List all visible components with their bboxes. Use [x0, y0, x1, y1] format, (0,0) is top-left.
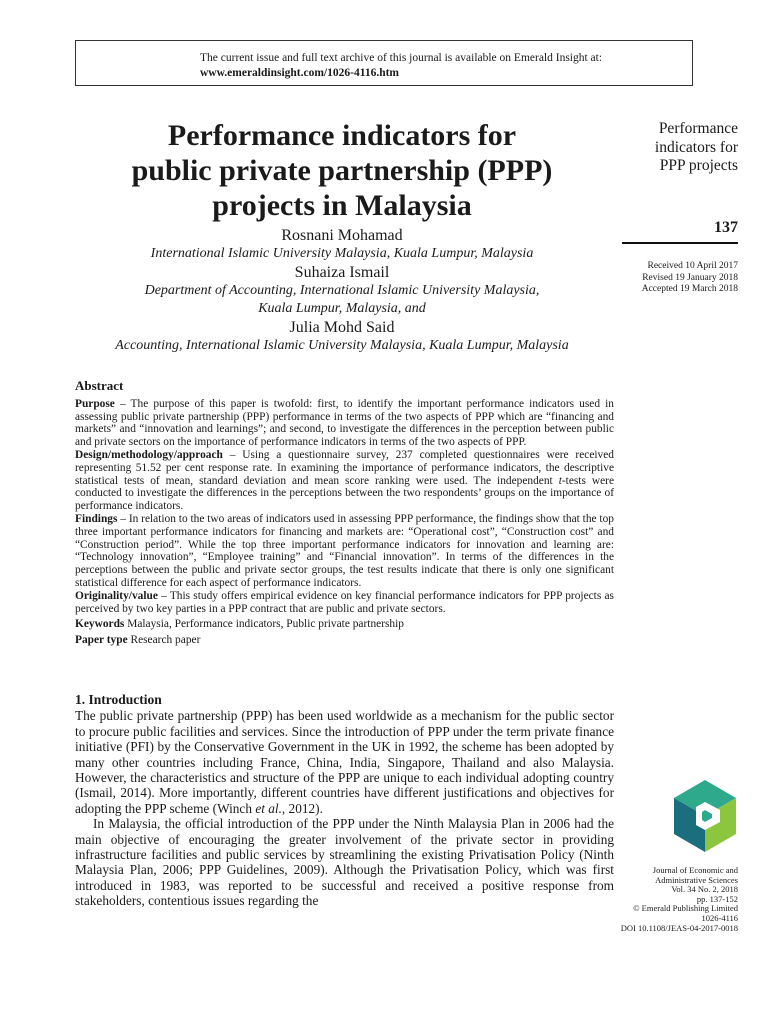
sidebar-rule	[622, 242, 738, 244]
originality-text: – This study offers empirical evidence on key financial performance indicators for PPP projects as perceived by two key parties in a PPP contract that are public and private sectors.	[75, 589, 614, 615]
page-number: 137	[714, 219, 738, 236]
running-title-line: indicators for	[654, 138, 738, 156]
journal-info	[620, 866, 738, 933]
journal-name: Journal of Economic and	[652, 865, 738, 875]
received-date: Received 10 April 2017	[647, 261, 738, 271]
author-affiliation: Department of Accounting, International Islamic University Malaysia,	[144, 283, 540, 298]
running-title-line: Performance	[658, 120, 738, 137]
intro-paragraph-1	[75, 708, 614, 816]
running-title-line: PPP projects	[659, 157, 738, 174]
abstract-heading: Abstract	[75, 378, 124, 393]
author-affiliation: International Islamic University Malaysia, Kuala Lumpur, Malaysia	[150, 246, 534, 261]
running-title	[622, 120, 738, 176]
findings-text: – In relation to the two areas of indicators used in assessing PPP performance, the findings show that the top three important performance indicators for financing and markets are: “Operational cost”, “Construction cost” and “Construction period”. While the top three important performance indicators for innovation and learning are: “Technology innovation”, “Employee training” and “Financial innovation”. In terms of the differences in the perceptions between the public and private sector groups, the test results indicate that there is only one significant statistical difference for each aspect of performance indicators.	[75, 512, 614, 589]
introduction-heading: 1. Introduction	[75, 692, 162, 707]
paper-title	[72, 118, 612, 223]
keywords-label: Keywords	[75, 618, 125, 631]
introduction-section	[75, 692, 614, 909]
keywords-text: Malaysia, Performance indicators, Public private partnership	[124, 618, 404, 631]
journal-url-link[interactable]: www.emeraldinsight.com/1026-4116.htm	[200, 67, 400, 79]
intro-text: The public private partnership (PPP) has been used worldwide as a mechanism for the public sector to procure public facilities and services. Since the introduction of PPP under the term private finance initiative (PFI) by the Conservative Government in the UK in 1992, the scheme has been adopted by many other countries including France, China, India, Singapore, Thailand and also Malaysia. However, the characteristics and structure of the PPP are unique to each individual adopting country (Ismail, 2014). More importantly, different countries have different justifications and objectives for adopting the PPP scheme (Winch	[75, 708, 614, 816]
paper-type	[75, 634, 614, 647]
title-line-2: public private partnership (PPP)	[131, 154, 553, 187]
author-name: Suhaiza Ismail	[294, 264, 390, 281]
author-affiliation: Accounting, International Islamic University Malaysia, Kuala Lumpur, Malaysia	[115, 338, 569, 353]
author-name: Rosnani Mohamad	[281, 227, 403, 244]
journal-doi: DOI 10.1108/JEAS-04-2017-0018	[620, 922, 738, 933]
journal-name: Administrative Sciences	[655, 874, 738, 885]
paper-type-text: Research paper	[127, 634, 201, 647]
journal-issn: 1026-4116	[701, 912, 738, 923]
accepted-date: Accepted 19 March 2018	[641, 284, 738, 294]
emerald-publishing-logo-icon	[674, 780, 736, 852]
journal-pages: pp. 137-152	[696, 893, 738, 904]
design-label: Design/methodology/approach	[75, 448, 223, 461]
intro-paragraph-2: In Malaysia, the official introduction of the PPP under the Ninth Malaysia Plan in 2006 had the main objective of encouraging the greater involvement of the private sector in providing infrastructure facilities and public services by streamlining the existing Privatisation Policy (Ninth Malaysia Plan, 2006; PPP Guidelines, 2009). Although the Privatisation Policy, which was first introduced in 1983, was reported to be successful and received a positive response from stakeholders, contentious issues regarding the	[75, 816, 614, 909]
abstract-section	[75, 380, 614, 647]
purpose-label: Purpose	[75, 397, 115, 410]
findings-label: Findings	[75, 512, 118, 525]
abstract-originality	[75, 590, 614, 616]
design-text-italic: t	[558, 474, 562, 487]
title-line-3: projects in Malaysia	[212, 189, 472, 222]
abstract-findings	[75, 513, 614, 590]
keywords	[75, 618, 614, 631]
paper-type-label: Paper type	[75, 634, 128, 647]
author-list	[72, 226, 612, 355]
originality-label: Originality/value	[75, 589, 158, 602]
design-text: – Using a questionnaire survey, 237 completed questionnaires were received representing 51.52 per cent response rate. In examining the importance of performance indicators, the descriptive statistical tests of mean, standard deviation and mean score ranking were used. The independent	[75, 448, 614, 487]
purpose-text: – The purpose of this paper is twofold: first, to identify the important performance indicators used in assessing public private partnership (PPP) performance in terms of the two aspects of PPP which are “financing and markets” and “innovation and learnings”; and second, to investigate the differences in the perception between public and private sectors on the importance of performance indicators in terms of the two aspects of PPP.	[75, 397, 614, 449]
notice-text: The current issue and full text archive of this journal is available on Emerald Insight at:	[200, 52, 603, 64]
design-text: -tests were conducted to investigate the differences in the perceptions between the two respondents’ groups on the importance of performance indicators.	[75, 474, 614, 513]
author-affiliation: Kuala Lumpur, Malaysia, and	[258, 301, 426, 316]
journal-availability-notice	[75, 40, 693, 86]
journal-volume: Vol. 34 No. 2, 2018	[671, 884, 738, 895]
submission-dates	[600, 261, 738, 296]
abstract-purpose	[75, 398, 614, 449]
journal-copyright: © Emerald Publishing Limited	[633, 903, 738, 914]
intro-text: , 2012).	[281, 800, 323, 816]
author-name: Julia Mohd Said	[289, 319, 395, 336]
abstract-design	[75, 449, 614, 513]
intro-text-italic: et al.	[255, 800, 282, 816]
revised-date: Revised 19 January 2018	[642, 272, 738, 283]
logo-graphic	[674, 780, 736, 852]
title-line-1: Performance indicators for	[167, 119, 517, 152]
